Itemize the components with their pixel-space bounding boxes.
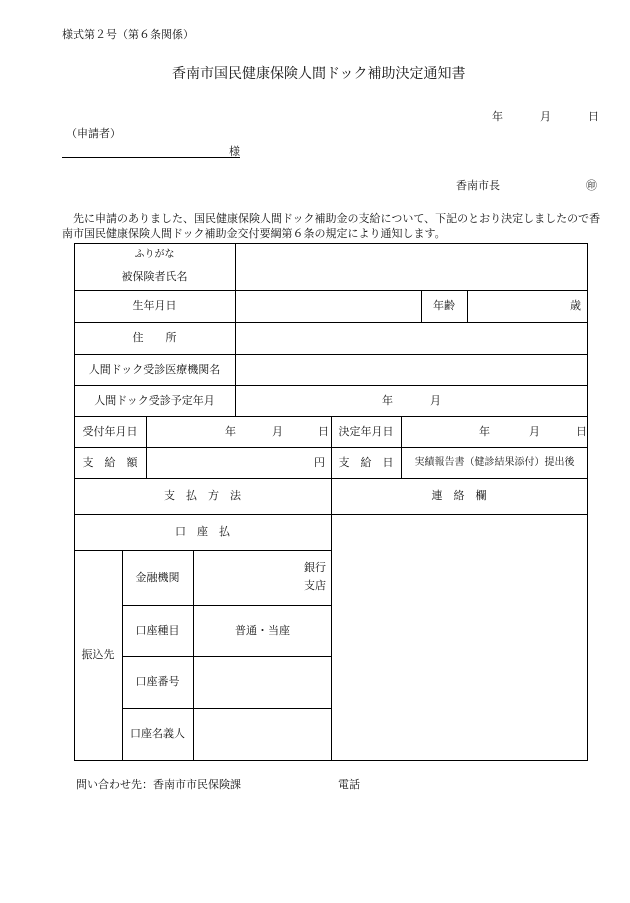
account-holder-field[interactable] — [194, 708, 331, 760]
age-unit: 歳 — [570, 299, 581, 313]
form-number: 様式第２号（第６条関係） — [62, 28, 194, 41]
decision-month-label: 月 — [529, 425, 540, 438]
exam-date-label: 人間ドック受診予定年月 — [94, 393, 215, 407]
phone-label: 電話 — [338, 778, 360, 791]
received-month-label: 月 — [272, 425, 283, 438]
branch-suffix: 支店 — [304, 579, 326, 592]
clinic-label: 人間ドック受診医療機関名 — [88, 362, 221, 376]
date-day-label: 日 — [588, 110, 599, 123]
contact-header: 連 絡 欄 — [431, 489, 487, 503]
payday-value: 実績報告書（健診結果添付）提出後 — [414, 456, 575, 468]
seal-mark: ㊞ — [586, 179, 597, 192]
applicant-name-line — [62, 157, 240, 158]
account-payment-label: 口 座 払 — [175, 525, 230, 539]
date-month-label: 月 — [540, 110, 551, 123]
furigana-name-label — [74, 243, 235, 290]
contact-field[interactable] — [332, 514, 587, 760]
decision-day-label: 日 — [576, 425, 587, 438]
received-day-label: 日 — [318, 425, 329, 438]
account-number-label: 口座番号 — [135, 675, 180, 689]
address-label: 住 所 — [132, 331, 177, 345]
bank-suffix: 銀行 — [304, 561, 326, 574]
received-year-label: 年 — [225, 425, 236, 438]
exam-month-label: 月 — [430, 394, 441, 407]
insured-name-field[interactable] — [236, 243, 587, 290]
birthdate-label: 生年月日 — [132, 299, 177, 313]
payday-label: 支 給 日 — [338, 455, 394, 469]
account-number-field[interactable] — [194, 656, 331, 708]
intro-text: 先に申請のありました、国民健康保険人間ドック補助金の支給について、下記のとおり決定しましたので香南市国民健康保険人間ドック補助金交付要綱第６条の規定により通知します。 — [62, 212, 601, 240]
address-field[interactable] — [236, 322, 587, 354]
transfer-label: 振込先 — [81, 648, 115, 662]
amount-unit: 円 — [314, 455, 325, 469]
account-type-label: 口座種目 — [135, 623, 180, 637]
decision-date-label: 決定年月日 — [338, 424, 394, 438]
payment-method-header: 支 払 方 法 — [164, 489, 241, 503]
account-type-value[interactable]: 普通・当座 — [235, 623, 290, 637]
inquiry-contact: 問い合わせ先：香南市市民保険課 — [76, 778, 241, 791]
date-year-label: 年 — [492, 110, 503, 123]
applicant-honorific: 様 — [229, 145, 240, 158]
exam-year-label: 年 — [382, 394, 393, 407]
document-title: 香南市国民健康保険人間ドック補助決定通知書 — [172, 66, 466, 82]
issuer-label: 香南市長 — [456, 179, 500, 192]
applicant-label: （申請者） — [66, 127, 121, 140]
amount-label: 支 給 額 — [82, 455, 138, 469]
birthdate-field[interactable] — [236, 290, 421, 322]
furigana-label: ふりがな — [134, 249, 175, 261]
clinic-field[interactable] — [236, 354, 587, 385]
insured-name-label: 被保険者氏名 — [121, 270, 188, 284]
bank-label: 金融機関 — [135, 570, 180, 584]
decision-year-label: 年 — [479, 425, 490, 438]
subsidy-form-table — [74, 243, 588, 761]
account-holder-label: 口座名義人 — [130, 727, 185, 741]
age-label: 年齢 — [433, 299, 455, 313]
received-date-label: 受付年月日 — [82, 424, 138, 438]
